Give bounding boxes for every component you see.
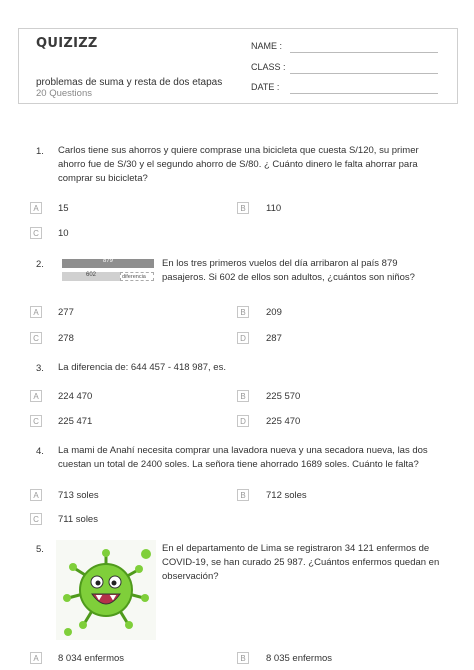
option-c-text[interactable]: 225 471 [58,416,93,427]
class-field[interactable] [290,73,438,74]
question-text [58,144,453,186]
option-c-box[interactable]: C [30,332,42,344]
option-a-box[interactable]: A [30,202,42,214]
option-b-box[interactable]: B [237,306,249,318]
option-c-text[interactable]: 278 [58,333,74,344]
question-text-line: La diferencia de: 644 457 - 418 987, es. [58,362,226,373]
option-a-text[interactable]: 224 470 [58,391,93,402]
option-a-text[interactable]: 15 [58,203,69,214]
question-text-line: COVID-19, se han curado 25 987. ¿Cuántos enfermos quedan en [162,557,440,568]
option-a-text[interactable]: 277 [58,307,74,318]
class-label: CLASS : [251,62,286,72]
option-d-text[interactable]: 225 470 [266,416,301,427]
option-b-box[interactable]: B [237,390,249,402]
option-b-box[interactable]: B [237,489,249,501]
question-text-line: cuestan un total de 2400 soles. La señora tiene ahorrado 1689 soles. Cuánto le falta? [58,459,419,470]
question-text-line: observación? [162,571,219,582]
question-text-line: En los tres primeros vuelos del día arribaron al país 879 [162,258,398,269]
option-a-box[interactable]: A [30,652,42,664]
question-text-line: pasajeros. Si 602 de ellos son adultos, ¿cuántos son niños? [162,272,415,283]
question-number: 3. [36,363,44,374]
question-text [162,542,457,584]
question-number: 1. [36,146,44,157]
option-c-text[interactable]: 711 soles [58,514,98,525]
option-b-text[interactable]: 8 035 enfermos [266,653,333,664]
name-label: NAME : [251,41,283,51]
option-b-text[interactable]: 209 [266,307,282,318]
option-d-text[interactable]: 287 [266,333,282,344]
option-d-box[interactable]: D [237,415,249,427]
question-text-line: ahorro fue de S/30 y el segundo ahorro de S/80. ¿ Cuánto dinero le falta ahorrar para [58,159,418,170]
option-b-text[interactable]: 225 570 [266,391,301,402]
virus-cartoon-image [56,540,156,640]
bar-part-label: 602 [85,272,96,278]
option-a-box[interactable]: A [30,489,42,501]
option-c-box[interactable]: C [30,415,42,427]
bar-difference-label: diferencia [122,274,146,280]
bar-total-label: 879 [102,258,113,264]
option-d-box[interactable]: D [237,332,249,344]
worksheet-title: problemas de suma y resta de dos etapas [36,77,223,88]
quizizz-logo: QUIZIZZ [36,36,98,51]
question-text-line: Carlos tiene sus ahorros y quiere comprase una bicicleta que cuesta S/120, su primer [58,145,419,156]
option-a-text[interactable]: 8 034 enfermos [58,653,125,664]
date-label: DATE : [251,82,280,92]
date-field[interactable] [290,93,438,94]
option-b-text[interactable]: 110 [266,203,282,214]
option-b-text[interactable]: 712 soles [266,490,307,501]
question-text [58,361,453,375]
name-field[interactable] [290,52,438,53]
option-c-text[interactable]: 10 [58,228,69,239]
question-number: 2. [36,259,44,270]
question-count: 20 Questions [36,88,92,99]
question-text [58,444,458,472]
question-text-line: En el departamento de Lima se registraron 34 121 enfermos de [162,543,430,554]
question-text [162,257,457,285]
option-a-text[interactable]: 713 soles [58,490,99,501]
bar-model-diagram [62,259,158,289]
question-number: 5. [36,544,44,555]
option-b-box[interactable]: B [237,202,249,214]
option-a-box[interactable]: A [30,306,42,318]
question-text-line: La mami de Anahí necesita comprar una lavadora nueva y una secadora nueva, las dos [58,445,428,456]
question-number: 4. [36,446,44,457]
option-c-box[interactable]: C [30,513,42,525]
option-a-box[interactable]: A [30,390,42,402]
question-text-line: comprar su bicicleta? [58,173,148,184]
option-b-box[interactable]: B [237,652,249,664]
virus-icon [56,540,156,640]
option-c-box[interactable]: C [30,227,42,239]
